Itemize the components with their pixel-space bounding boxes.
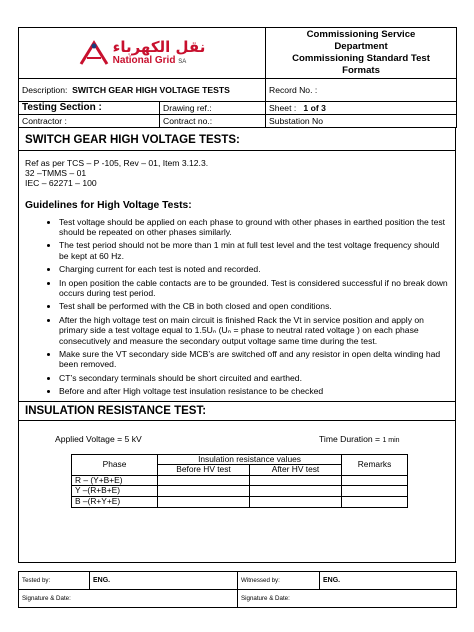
phase-cell: Y –(R+B+E) xyxy=(72,486,158,497)
reference-item: IEC – 62271 – 100 xyxy=(25,178,97,189)
test-parameters xyxy=(23,434,451,448)
col-before-hv: Before HV test xyxy=(158,465,250,476)
time-duration: Time Duration = 1 min xyxy=(319,433,400,444)
guideline-item: • In open position the cable contacts are to be grounded. Test is considered successful if no break down occurs during test period. xyxy=(59,278,451,299)
signature-table xyxy=(18,571,457,608)
description-value: SWITCH GEAR HIGH VOLTAGE TESTS xyxy=(72,85,230,95)
national-grid-logo xyxy=(19,32,265,75)
after-cell[interactable] xyxy=(250,486,342,497)
guidelines-list xyxy=(23,217,451,397)
guideline-item: • After the high voltage test on main circuit is finished Rack the Vt in service position and apply on primary side a test voltage equal to 1.5Uₙ (Uₙ = phase to neutral rated voltage ) on each phase consecutively and measure the secondary output voltage same time during the test. xyxy=(59,315,451,346)
remarks-cell[interactable] xyxy=(342,486,408,497)
header-table xyxy=(18,27,457,128)
phase-cell: B –(R+Y+E) xyxy=(72,497,158,508)
guideline-item: • CT’s secondary terminals should be short circuited and earthed. xyxy=(59,373,451,383)
divider xyxy=(19,150,455,151)
witnessed-by-eng[interactable]: ENG. xyxy=(320,572,457,590)
table-row xyxy=(72,486,408,497)
guideline-item: • Charging current for each test is noted and recorded. xyxy=(59,264,451,274)
description-cell xyxy=(19,79,266,102)
divider xyxy=(19,420,455,421)
after-cell[interactable] xyxy=(250,497,342,508)
table-row xyxy=(72,497,408,508)
logo-english-text: National Grid SA xyxy=(112,54,187,66)
contractor-cell: Contractor : xyxy=(19,115,160,128)
remarks-cell[interactable] xyxy=(342,475,408,486)
department-title: Commissioning Service Department Commissioning Standard Test Formats xyxy=(266,28,457,79)
guideline-item: • The test period should not be more than 1 min at full test level and the test voltage frequency should be kept at 60 Hz. xyxy=(59,240,451,261)
tested-by-label: Tested by: xyxy=(19,572,90,590)
guideline-item: • Test voltage should be applied on each phase to ground with other phases in earthed position the test should be repeated on other phases similarly. xyxy=(59,217,451,238)
logo-cell xyxy=(19,28,266,79)
reference-item: 32 –TMMS – 01 xyxy=(25,168,87,179)
document-page xyxy=(18,27,456,608)
insulation-table xyxy=(71,454,408,508)
logo-suffix: SA xyxy=(178,58,187,65)
applied-voltage: Applied Voltage = 5 kV xyxy=(55,433,142,444)
pylon-icon xyxy=(79,40,109,66)
references xyxy=(25,158,451,189)
contract-no-cell: Contract no.: xyxy=(160,115,266,128)
signature-date-left[interactable]: Signature & Date: xyxy=(19,590,238,608)
witnessed-by-label: Witnessed by: xyxy=(238,572,320,590)
test-body xyxy=(18,128,456,563)
col-insulation-values: Insulation resistance values xyxy=(158,454,342,465)
sheet-cell: Sheet : 1 of 3 xyxy=(266,102,457,115)
remarks-cell[interactable] xyxy=(342,497,408,508)
guideline-item: • Make sure the VT secondary side MCB’s are switched off and any resistor in open delta winding had been removed. xyxy=(59,349,451,370)
table-row xyxy=(72,475,408,486)
signature-date-right[interactable]: Signature & Date: xyxy=(238,590,457,608)
col-after-hv: After HV test xyxy=(250,465,342,476)
drawing-ref-cell: Drawing ref.: xyxy=(160,102,266,115)
col-phase: Phase xyxy=(72,454,158,475)
phase-cell: R – (Y+B+E) xyxy=(72,475,158,486)
reference-item: Ref as per TCS – P -105, Rev – 01, Item 3.12.3. xyxy=(25,158,209,168)
page-heading: SWITCH GEAR HIGH VOLTAGE TESTS: xyxy=(25,134,240,146)
col-remarks: Remarks xyxy=(342,454,408,475)
substation-no-cell: Substation No xyxy=(266,115,457,128)
record-no-cell: Record No. : xyxy=(266,79,457,102)
guideline-item: • Before and after High voltage test insulation resistance to be checked xyxy=(59,386,451,396)
tested-by-eng[interactable]: ENG. xyxy=(90,572,238,590)
before-cell[interactable] xyxy=(158,475,250,486)
guideline-item: • Test shall be performed with the CB in both closed and open conditions. xyxy=(59,301,451,311)
logo-arabic-text: نقل الكهرباء xyxy=(112,37,206,56)
testing-section-cell: Testing Section : xyxy=(19,102,160,115)
before-cell[interactable] xyxy=(158,486,250,497)
after-cell[interactable] xyxy=(250,475,342,486)
description-label: Description: xyxy=(22,85,68,95)
guidelines-heading: Guidelines for High Voltage Tests: xyxy=(25,199,192,211)
before-cell[interactable] xyxy=(158,497,250,508)
insulation-heading: INSULATION RESISTANCE TEST: xyxy=(25,404,207,417)
